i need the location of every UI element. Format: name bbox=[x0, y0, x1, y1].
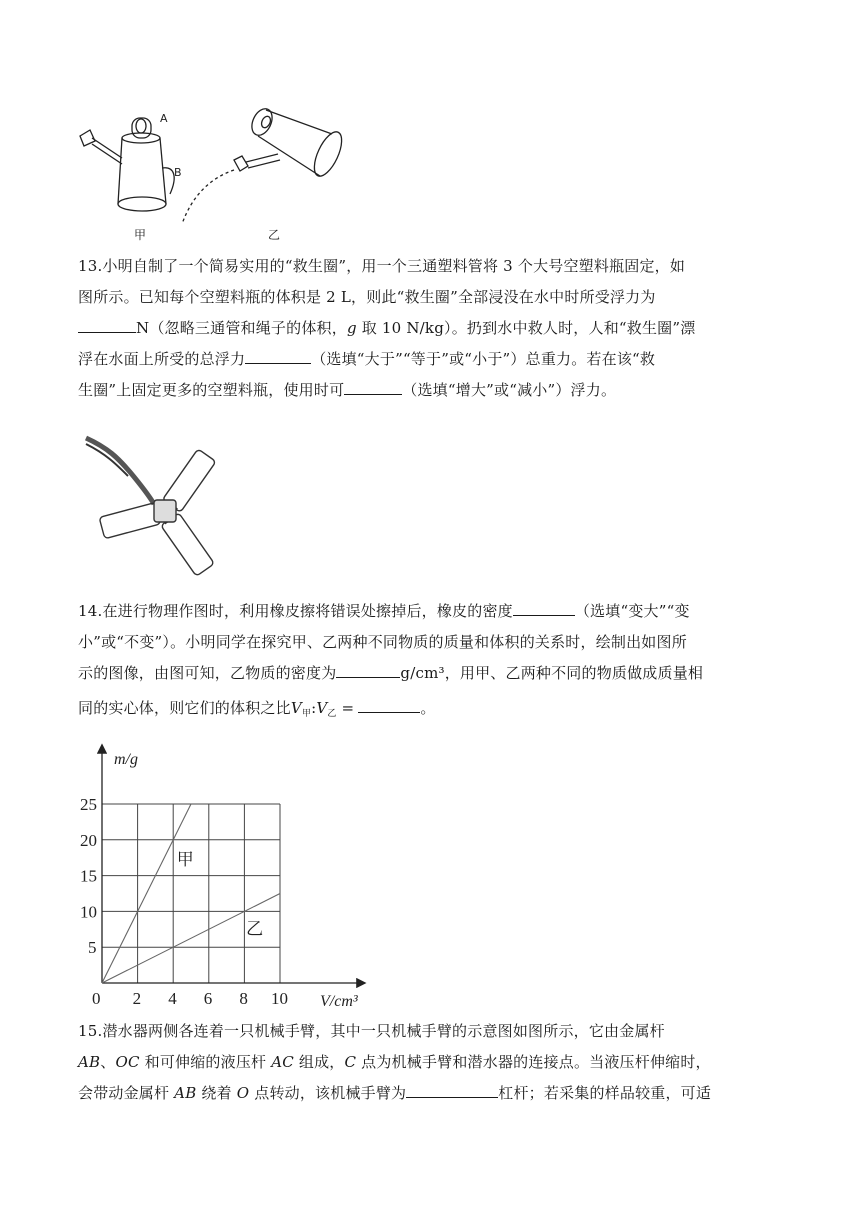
q15-text: 、 bbox=[100, 1053, 116, 1071]
q15-text: 杠杆；若采集的样品较重，可适 bbox=[498, 1084, 712, 1102]
series-label: 甲 bbox=[176, 849, 194, 870]
q14-text: 。 bbox=[420, 699, 436, 717]
q15-line-3 bbox=[78, 1078, 778, 1109]
answer-blank[interactable] bbox=[78, 316, 136, 333]
question-13 bbox=[78, 251, 778, 406]
q15-text: 点为机械手臂和潜水器的连接点。当液压杆伸缩时， bbox=[356, 1053, 711, 1071]
q13-text: （选填“大于”“等于”或“小于”）总重力。若在该“救 bbox=[311, 350, 656, 368]
question-14 bbox=[78, 596, 778, 730]
q13-text: 生圈”上固定更多的空塑料瓶，使用时可 bbox=[78, 381, 345, 399]
q13-line-5 bbox=[78, 375, 778, 406]
caption-right: 乙 bbox=[268, 228, 281, 242]
symbol-ab: AB bbox=[78, 1053, 101, 1071]
chart-ticks bbox=[80, 795, 288, 1008]
q13-line-4 bbox=[78, 344, 778, 375]
q14-text: （选填“变大”“变 bbox=[574, 602, 690, 620]
q15-text: 组成， bbox=[293, 1053, 345, 1071]
q14-text: 同的实心体，则它们的体积之比 bbox=[78, 699, 291, 717]
x-axis-label: V/cm³ bbox=[320, 993, 358, 1010]
series-line bbox=[102, 804, 191, 983]
y-axis-label: m/g bbox=[114, 751, 138, 768]
q14-text: 示的图像，由图可知，乙物质的密度为 bbox=[78, 664, 337, 682]
symbol-ac: AC bbox=[271, 1053, 294, 1071]
watering-can-figure bbox=[70, 96, 360, 246]
answer-blank[interactable] bbox=[245, 347, 311, 364]
q14-line-3 bbox=[78, 658, 778, 689]
y-tick-label: 15 bbox=[80, 866, 97, 886]
symbol-o: O bbox=[236, 1084, 250, 1102]
symbol-v: V bbox=[316, 699, 328, 717]
q13-text: 取 10 N/kg）。扔到水中救人时，人和“救生圈”漂 bbox=[356, 319, 696, 337]
q14-line-4 bbox=[78, 693, 778, 730]
q13-text: N（忽略三通管和绳子的体积， bbox=[136, 319, 347, 337]
q15-text: 会带动金属杆 bbox=[78, 1084, 175, 1102]
q13-line-1: 13.小明自制了一个简易实用的“救生圈”，用一个三通塑料管将 3 个大号空塑料瓶固定，如 bbox=[78, 257, 686, 275]
q13-text: 浮在水面上所受的总浮力 bbox=[78, 350, 246, 368]
y-tick-label: 25 bbox=[80, 795, 97, 814]
q14-text: 14.在进行物理作图时，利用橡皮擦将错误处擦掉后，橡皮的密度 bbox=[78, 602, 513, 620]
question-15 bbox=[78, 1016, 778, 1109]
ratio-equals: = bbox=[336, 699, 355, 717]
symbol-v: V bbox=[290, 699, 302, 717]
q14-text: g/cm³，用甲、乙两种不同的物质做成质量相 bbox=[400, 664, 704, 682]
answer-blank[interactable] bbox=[358, 696, 420, 713]
q15-text: 绕着 bbox=[196, 1084, 237, 1102]
chart-grid bbox=[102, 804, 280, 983]
x-tick-label: 10 bbox=[271, 989, 288, 1008]
symbol-ab: AB bbox=[174, 1084, 197, 1102]
chart-series bbox=[102, 804, 280, 983]
y-tick-label: 20 bbox=[80, 830, 97, 850]
answer-blank[interactable] bbox=[406, 1081, 498, 1098]
caption-left: 甲 bbox=[134, 228, 147, 242]
ratio-colon: : bbox=[311, 699, 317, 717]
q15-text: 和可伸缩的液压杆 bbox=[139, 1053, 272, 1071]
q13-text: （选填“增大”或“减小”）浮力。 bbox=[402, 381, 617, 399]
mass-volume-chart bbox=[76, 740, 396, 1010]
q15-line-2 bbox=[78, 1047, 778, 1078]
q14-line-1 bbox=[78, 596, 778, 627]
q15-text: 点转动，该机械手臂为 bbox=[249, 1084, 407, 1102]
answer-blank[interactable] bbox=[336, 661, 400, 678]
x-tick-label: 2 bbox=[132, 989, 142, 1008]
symbol-oc: OC bbox=[115, 1053, 140, 1071]
answer-blank[interactable] bbox=[344, 378, 402, 395]
subscript-yi: 乙 bbox=[327, 709, 337, 719]
answer-blank[interactable] bbox=[513, 599, 575, 616]
symbol-g: g bbox=[346, 319, 357, 337]
series-label: 乙 bbox=[246, 919, 264, 940]
y-tick-label: 10 bbox=[80, 902, 97, 922]
label-a: A bbox=[160, 112, 168, 125]
y-tick-label: 5 bbox=[88, 938, 97, 958]
x-tick-label: 8 bbox=[239, 989, 248, 1008]
symbol-c: C bbox=[344, 1053, 357, 1071]
life-ring-figure bbox=[78, 428, 238, 578]
q13-line-2: 图所示。已知每个空塑料瓶的体积是 2 L，则此“救生圈”全部浸没在水中时所受浮力为 bbox=[78, 288, 656, 306]
q13-line-3 bbox=[78, 313, 778, 344]
q15-line-1: 15.潜水器两侧各连着一只机械手臂，其中一只机械手臂的示意图如图所示，它由金属杆 bbox=[78, 1022, 665, 1040]
x-tick-label: 4 bbox=[168, 989, 177, 1008]
subscript-jia: 甲 bbox=[301, 709, 312, 719]
q14-line-2: 小”或“不变”）。小明同学在探究甲、乙两种不同物质的质量和体积的关系时，绘制出如图所 bbox=[78, 633, 687, 651]
x-tick-label: 6 bbox=[203, 989, 213, 1008]
label-b: B bbox=[174, 166, 182, 179]
x-tick-label: 0 bbox=[92, 989, 101, 1008]
